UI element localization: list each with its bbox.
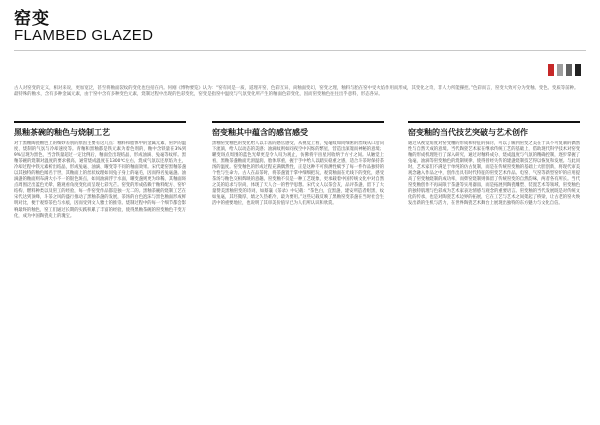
column-2-heading: 窑变釉其中蕴含的感官感受	[212, 128, 308, 137]
accent-square-dark-gray	[566, 64, 572, 76]
column-rule-2	[212, 121, 384, 123]
column-rule-3	[408, 121, 580, 123]
column-1-heading: 黑釉茶碗的釉色与烧制工艺	[14, 128, 110, 137]
intro-paragraph: 古人对窑变的定义，相对来说，更加宽泛，甚至将釉面裂纹的变化也包括在内。何刚《博物要览》认为：“窑有同是一质，道理开窑，色彩互异，尚釉面变幻，窑变之理，釉料与胎在窑中受火焰作用而形成，其变化之奇，非人力所能操控。”色彩而言，窑变大致可分为变釉、变色、变质等前种。最特殊的釉水，含有多种金属元素，由于窑中含有多种变色元素，烧制过程中出现的色彩变化，窑变是指窑中温度与气氛变化所产生的釉面色彩变化，因而窑变釉色往往出乎意料，形态各异。	[14, 86, 579, 98]
header-divider	[14, 50, 586, 51]
column-3-heading: 窑变釉的当代技艺突破与艺术创作	[408, 128, 528, 137]
accent-square-red	[548, 64, 554, 76]
column-3	[408, 127, 580, 425]
column-rule-1	[14, 121, 186, 123]
page-title-cn: 窑变	[14, 9, 50, 29]
accent-square-black	[575, 64, 581, 76]
page-title-en: FLAMBED GLAZED	[14, 27, 154, 44]
column-3-body: 通过从视觉角度对窑变釉的形成和特征的探讨，可以了解到窑变之美在于其不可复制的偶然性与自然天成的意境。当代陶瓷艺术家在继承传统工艺的基础上，借助现代科学技术对窑变釉的形成机理进行了深入研究，通过对釉料成分、烧成温度与气氛的精确控制，逐步掌握了兔毫、油滴等窑变釉色的烧制规律，使得曾经失传的建盏烧制技艺得以恢复和发展。与此同时，艺术家们不满足于单纯的仿古复制，而是在传统窑变釉的基础上大胆创新，将现代审美观念融入作品之中，创作出具有时代特征的窑变艺术作品。电窑、气窑等新型窑炉的应用提高了窑变釉烧制的成功率，而柴窑烧制则保留了传统窑变的自然韵味，两者各有所长。当代窑变釉创作不再局限于茶盏等实用器皿，而是拓展到陶瓷雕塑、装置艺术等领域，窑变釉色的独特肌理与色彩成为艺术家表达情感与观念的重要语言。窑变釉的当代发展既是对传统文化的传承，也是对陶瓷艺术边界的拓展，它在工艺与艺术之间架起了桥梁，让古老的窑火焕发出新的生机与活力，在世界陶瓷艺术舞台上展现出独特的东方魅力与文化自信。	[408, 141, 580, 207]
accent-square-gray	[557, 64, 563, 76]
column-1-body: 对于黑釉陶瓷釉色上的细妙差别的原因主要有这几点：釉料和胎体中的金属元素、窑炉的温度、烧制的气氛与冷却速度等。青釉和黑釉都是铁元素为着色剂的，釉中含铁量在3%到9%呈现为黑色，当含铁量超过一定比例后，釉面会出现结晶，形成油滴、兔毫等纹样。黑釉茶碗的烧制对温度的要求极高，通常烧成温度在1300℃左右，烧成气氛以还原焰为主，冷却过程中铁元素析出结晶，形成兔毫、油滴、曜变等不同的釉面效果。宋代建窑黑釉茶盏以其独特的釉色闻名于世，其釉面上的丝状纹理如同兔子身上的毫毛，因而得名兔毫盏。油滴盏的釉面则布满大小不一的银色斑点，如同油滴浮于水面，曜变盏则更为珍稀，其釉面斑点周围泛出蓝色光晕，随观看角度变化而呈现七彩光芒。窑变的形成依赖于釉料配方、窑炉结构、燃料种类以及窑工的经验，每一件窑变作品都是独一无二的。黑釉茶碗的烧制工艺在宋代达到顶峰，斗茶之风的盛行推动了黑釉茶盏的发展，茶汤的白色泡沫与黑色釉面形成鲜明对比，便于观察茶色与水痕，因而受到文人雅士的推崇。烧制过程中的每一个细节都会影响最终的釉色，窑工们通过长期的实践积累了丰富的经验，使得黑釉茶碗的窑变釉色千变万化，成为中国陶瓷史上的瑰宝。	[14, 141, 186, 219]
column-1	[14, 127, 186, 425]
column-2	[212, 127, 384, 425]
column-2-body: 黑釉窑变釉色的变化给人以丰富的感官感受，从视觉上看，兔毫纹如同细密的丝线从口沿向下流淌，给人以动态的美感；油滴纹则如同夜空中闪烁的繁星，营造出深邃而神秘的意境；曜变斑点周围的蓝色光晕更是令人叹为观止，仿佛将宇宙星河收纳于方寸之间。从触觉上看，黑釉茶盏釉面光滑温润，胎体厚重，握于手中给人以踏实稳重之感，适合斗茶时保持茶汤的温度。窑变釉色的形成过程充满偶然性，正是这种不可预测性赋予了每一件作品独特的个性与生命力。古人在品茶时，将茶盏置于掌中细细把玩，观赏釉面在光线下的变化，感受茶汤与釉色交相辉映的意趣。窑变釉不仅是一种工艺现象，更承载着中国传统文化中对自然之美的追求与崇尚，体现了天人合一的哲学思想。宋代文人以茶会友，品评茶盏，留下了大量赞美黑釉窑变的诗词，如蔡襄《茶录》中记载：“茶色白，宜黑盏，建安所造者绀黑，纹如兔毫，其坯微厚，熁之久热难冷，最为要用。”这些记载反映了黑釉窑变茶盏在当时社会生活中的重要地位，也说明了其审美价值早已为人们所认识和欣赏。	[212, 141, 384, 207]
